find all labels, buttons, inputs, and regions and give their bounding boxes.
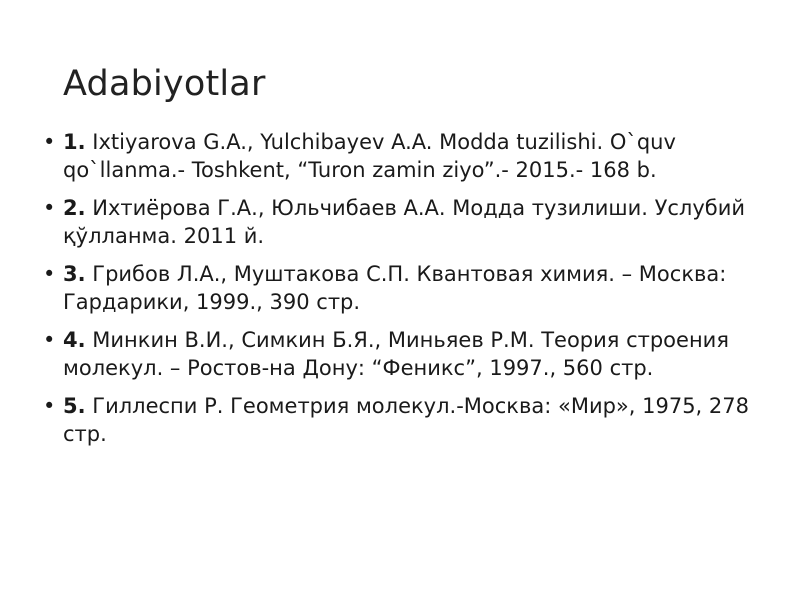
reference-text: Минкин В.И., Симкин Б.Я., Миньяев Р.М. Теория строения молекул. – Ростов-на Дону: “Феникс”, 1997., 560 стр. (63, 328, 729, 380)
reference-text: Гиллеспи Р. Геометрия молекул.-Москва: «Мир», 1975, 278 стр. (63, 394, 749, 446)
bullet-icon: • (43, 328, 56, 352)
reference-text: Ихтиёрова Г.А., Юльчибаев А.А. Модда тузилиши. Услубий қўлланма. 2011 й. (63, 196, 746, 248)
reference-item (40, 194, 770, 250)
reference-number: 4. (63, 328, 86, 352)
bullet-icon: • (43, 262, 56, 286)
reference-item (40, 128, 770, 184)
bullet-icon: • (43, 196, 56, 220)
bullet-icon: • (43, 130, 56, 154)
reference-item (40, 326, 770, 382)
reference-number: 2. (63, 196, 86, 220)
reference-number: 3. (63, 262, 86, 286)
reference-number: 5. (63, 394, 86, 418)
reference-list (40, 128, 770, 458)
slide-title: Adabiyotlar (63, 64, 266, 104)
reference-item (40, 392, 770, 448)
reference-number: 1. (63, 130, 86, 154)
reference-item (40, 260, 770, 316)
reference-text: Ixtiyarova G.A., Yulchibayev A.A. Modda tuzilishi. O`quv qo`llanma.- Toshkent, “Turon zamin ziyo”.- 2015.- 168 b. (63, 130, 676, 182)
bullet-icon: • (43, 394, 56, 418)
reference-text: Грибов Л.А., Муштакова С.П. Квантовая химия. – Москва: Гардарики, 1999., 390 стр. (63, 262, 727, 314)
